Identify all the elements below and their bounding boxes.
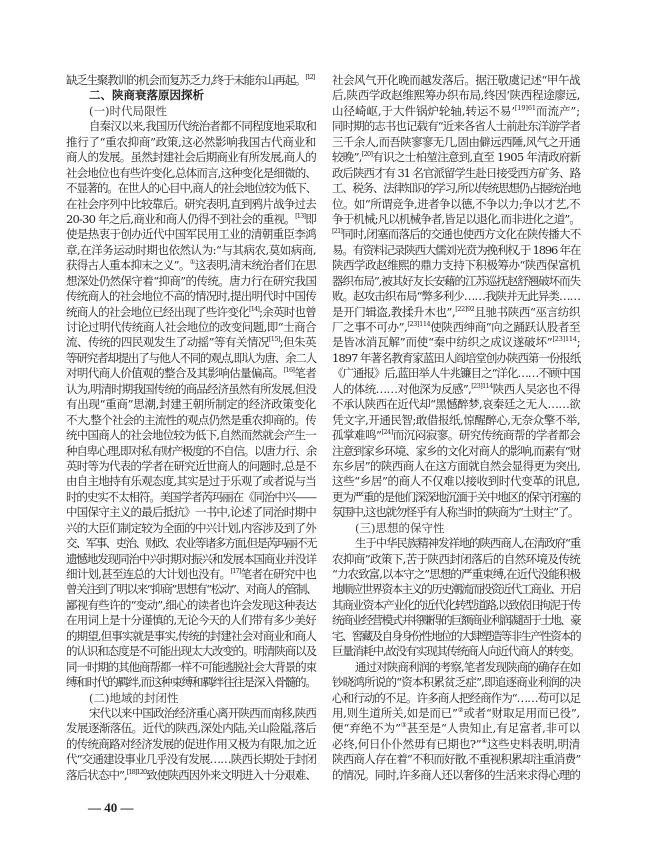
citation-superscript: [19]61 [514,103,536,112]
text-line: 心和行动的不足。许多商人把经商作为“……苟可以足 [332,690,580,705]
text-line: 这些“乡居”的商人不仅难以接收到时代变革的讯息, [332,474,580,489]
text-line: 在用词上是十分谨慎的,无论今天的人们带有多少美好 [66,613,316,628]
text-line: 商人的发展。虽然封建社会后期商业有所发展,商人的 [66,150,316,165]
text-line: 同一时期的其他商帮都一样不可能逃脱社会大背景的束 [66,659,316,674]
text-line: 的认识和态度是不可能出现太大改变的。明清陕商以及 [66,644,316,659]
text-line: 更为严重的是他们深深地沉湎于关中地区的保守闭塞的 [332,489,580,504]
text-line: 社会地位也有些许变化,总体而言,这种变化是细微的、 [66,165,316,180]
citation-superscript: ④ [481,736,487,745]
text-line [332,305,580,320]
text-line: 宅、窖藏及自身身份性地位的大肆塑造等非生产性资本的 [332,628,580,643]
text-line: 传统商人的社会地位不高的情况时,提出明代时中国传 [66,289,316,304]
text-line: 章,在洋务运动时期也依然认为:“与其病农,莫如病商, [66,242,316,257]
text-line: 时的史实不太相符。美国学者芮玛丽在《同治中兴—— [66,489,316,504]
text-line: 社会风气开化晚而越发落后。据汪敬虞记述“甲午战 [332,73,580,87]
text-line: 鄙视有些许的“变动”,细心的读者也许会发现这种表达 [66,597,316,612]
text-line [66,567,316,582]
citation-superscript: [23]114 [407,320,431,328]
text-line: 交、军事、吏治、财政、农业等诸多方面,但是芮玛丽不无 [66,536,316,551]
text-segment: 是开门辑盗,教揉升木也”, [332,304,456,319]
text-line: 氛围中,这也就勿怪乎有人称当时的陕商为“土财主”了。 [332,505,579,520]
text-line: 农抑商”政策下,苦于陕西封闭落后的自然环境及传统 [332,551,581,566]
text-segment: 较晚”, [332,150,362,165]
citation-superscript: [13] [295,211,306,220]
text-line: 争于机械;凡以机械争者,皆足以退化,而非进化之道”。 [332,211,580,226]
text-segment: ; [576,335,581,350]
text-line: 《广通报》后,蓝田举人牛兆镰目之“洋化……不顾中国 [332,366,580,381]
text-line: 生于中华民族精神发祥地的陕西商人,在清政府“重 [355,536,580,551]
section-heading: 二、陕商衰落原因探析 [89,88,204,103]
text-segment: 同时,闭塞而落后的交通也使西方文化在陕传播大不 [342,227,581,242]
text-segment: ;余英时也曾 [259,304,316,319]
text-line: 钞晓鸿所说的“资本积累贫乏症”,即追逐商业利润的决 [332,675,581,690]
text-line [66,73,316,88]
text-line: 推行了“重农抑商”政策,这必然影响我国古代商业和 [66,134,316,149]
text-line: 不承认陕西在近代却“黑憾醉梦,哀秦廷之无人……欲 [332,397,581,412]
text-line: 曾关注到了明以来“抑商”思想有“松动”、对商人的管制、 [66,582,317,597]
text-segment: 山径崎岖,于大件锅炉轮轴,转运不易’ [332,103,515,118]
text-segment: 使陕西绅商“向之踊跃认股者至 [430,320,581,334]
text-line: 工、税务、法律知识的学习,所以传统思想仍占据统治地 [332,181,580,196]
text-line [332,382,580,397]
text-line: 易。有资料记录陕西大儒刘光贲为挽利权,于 1896 年在 [332,242,581,257]
text-line: 凭文字,开通民智;敢借报纸,惊醒醉心,无奈众擎不举, [332,412,580,427]
citation-superscript: [15] [268,335,280,344]
text-line: 缚和时代的羁绊,而这种束缚和羁绊往往是深入骨髓的。 [66,675,316,690]
text-segment: 即 [305,211,316,226]
text-line [66,305,316,320]
text-segment: 笔者 [294,366,317,381]
text-segment: ;但朱英 [279,335,316,350]
text-line: 陕西商人存在着“不积而好散,不重视积累却注重消费” [332,752,581,767]
text-segment: 而流产”; [535,103,580,118]
citation-superscript: [21] [332,227,343,236]
text-line: 的情况。同时,许多商人还以奢侈的生活来求得心理的 [332,767,580,782]
text-line: 的期望,但事实就是事实,传统的封建社会对商业和商人 [66,628,316,643]
text-segment: 笔者在研究中也 [240,567,316,581]
text-line: 自秦汉以来,我国历代统治者都不同程度地采取和 [89,119,316,134]
text-segment: 这表明,清末统治者们在思 [194,258,317,273]
text-line: 有出现“重商”思潮,封建王朝所制定的经济政策变化 [66,397,316,412]
text-line: 兴的大臣们制定较为全面的中兴计划,内容涉及到了外 [66,520,316,535]
text-line: 通过对陕商利润的考察,笔者发现陕商的确存在如 [355,659,581,674]
citation-superscript: ② [457,705,464,714]
text-line [66,335,316,350]
citation-superscript: [23]114 [471,381,493,390]
text-segment: 缺乏生聚教训的机会而复苏乏力,终于未能东山再起。 [66,73,306,87]
text-segment: 孤掌难鸣” [332,428,382,443]
text-segment: 这些史料表明,明清 [486,736,580,751]
text-segment: 甚至是“人贵知止,有足富者,非可以 [406,721,580,736]
text-line: 不大,整个社会的主流性的观点仍然是重农抑商的。传 [66,412,316,427]
text-line: 等研究者却提出了与他人不同的观点,即认为唐、余二人 [66,350,316,365]
citation-superscript: [12] [305,73,314,81]
text-segment: 致使陕西因外来文明进入十分艰难、 [146,767,317,782]
text-segment: 陕西人吴宓也不得 [492,381,581,396]
text-segment: 便“弃绝不为” [332,721,401,736]
text-line [66,258,316,273]
text-segment: 厂之事不可办”, [332,320,408,334]
text-line [66,212,316,227]
text-segment: 有识之士柏堃注意到,直至 1905 年清政府新 [372,150,581,165]
text-segment: 对明代商人价值观的整合及其影响估量偏高。 [66,366,284,381]
text-line: 位。如“所谓竞争,进者争以德,不争以力;争以才艺,不 [332,196,580,211]
page-number: — 40 — [88,800,134,815]
citation-superscript: [22]92 [455,304,475,313]
left-text-column [66,73,316,783]
citation-superscript: [24] [381,428,393,437]
text-line: 统商业经营模式并将赚得的巨额商业利润凝固于土地、豪 [332,613,580,628]
subsection-heading: (三)思想的保守性 [355,520,445,535]
text-line: 地顺应世界资本主义的历史潮流而投资近代工商业、开启 [332,582,580,597]
text-line [332,706,580,721]
text-line [332,335,580,350]
citation-superscript: [20] [361,150,373,159]
text-line: 认为,明清时期我国传统的商品经济虽然有所发展,但没 [66,381,316,396]
citation-superscript: ③ [400,721,407,730]
text-segment: 统商人的社会地位已经出现了些许变化 [66,304,249,319]
text-line: 宋代以来中国政治经济重心离开陕西而南移,陕西 [89,705,316,720]
citation-superscript: ① [189,258,195,267]
text-line: 巨量消耗中,故没有实现其传统商人向近代商人的转变。 [332,644,580,659]
text-line: 器织布局”,被其好友长安藉的江苏巡抚赵舒翘破坏而失 [332,273,580,288]
text-segment: 是皆冰消瓦解”而使“秦中纺织之成议遂破坏” [332,335,553,350]
text-segment: 用,则生道所关,如是而已” [332,705,458,720]
text-segment: 且驰书陕西“巫言纺织 [474,304,580,319]
text-line [66,366,316,381]
text-line: 三千余人,而吾陕寥寥无几,固由僻远西陲,风气之开通 [332,134,580,149]
citation-superscript: [23]114 [552,335,577,344]
text-line [332,320,580,335]
subsection-heading: (一)时代局限性 [89,103,167,118]
text-line: 遗憾地发现同治中兴时期对振兴和发展本国商业并没详 [66,551,316,566]
text-segment: 获得古人重本抑末之义”。 [66,258,190,273]
citation-superscript: [16] [283,366,295,375]
text-line: 讨论过明代传统商人社会地位的改变问题,即“士商合 [66,320,316,334]
text-line: 败。赵攻击织布局“弊多利少……我陕并无此异类…… [332,289,580,304]
citation-superscript: [18]120 [126,767,147,776]
text-line [332,104,580,119]
text-segment: 而沉闷寂寥。研究传统商帮的学者都会 [392,428,580,443]
text-segment: 人的体统……对他深为反感”, [332,381,472,396]
text-line: 由自主地持有乐观态度,其实是过于乐观了或者说与当 [66,474,316,489]
text-segment: 落后状态中”, [66,767,127,782]
text-line: 统中国商人的社会地位较为低下,自然而然就会产生一 [66,428,316,443]
text-line: 想深处仍然保守着“抑商”的传统。唐力行在研究我国 [66,273,317,288]
text-segment: 必终,何日仆仆然毋有已期也?” [332,736,482,751]
text-line: 政后陕西才有 31 名官派留学生赴日接受西方矿务、路 [332,165,580,180]
text-line [332,721,580,736]
text-segment: 或者“财取足用而已役”, [463,705,580,720]
text-line: 不显著的。在世人的心目中,商人的社会地位较为低下、 [66,181,316,196]
text-line: 东乡居”的陕西商人在这方面就自然会显得更为突出, [332,458,581,473]
text-line: 中国保守主义的最后抵抗》一书中,论述了同治时期中 [66,505,316,520]
text-line: “力农致富,以本守之”思想的严重束缚,在近代没能积极 [332,567,580,581]
text-line: 代“交通建设事业几乎没有发展……陕西长期处于封闭 [66,752,316,767]
text-segment: 流、传统的四民观发生了动摇”等有关情况 [66,335,269,350]
text-line: 1897 年著名教育家蓝田人阎培堂创办陕西第一份报纸 [332,350,581,365]
text-line: 发展逐渐落伍。近代的陕西,深处内陆,关山险隘,落后 [66,721,316,736]
text-segment: 细计划,甚至连总的大计划也没有。 [66,567,231,581]
text-line [332,428,580,443]
text-segment: 20-30 年之后,商业和商人仍得不到社会的重视。 [66,211,296,226]
text-line: 其商业资本产业化的近代化转型道路,以致依旧拘泥于传 [332,597,580,612]
right-text-column [332,73,580,783]
citation-superscript: [17] [230,567,241,575]
text-line: 同时期的志书也记载有“近来各省人士前赴东洋游学者 [332,119,580,134]
text-line: 在社会序列中比较靠后。研究表明,直到鸦片战争过去 [66,196,316,211]
text-line [332,737,580,752]
text-line: 后,陕西学政赵维熙筹办织布局,终因‘陕西程途廖远, [332,88,580,103]
text-line: 陕西学政赵维熙的鼎力支持下积极筹办“陕西保富机 [332,258,580,273]
text-line [332,227,580,242]
text-line: 种自卑心理,即对私有财产极度的不自信。以唐力行、余 [66,443,316,458]
text-line: 使是热衷于创办近代中国军民用工业的清朝重臣李鸿 [66,227,316,242]
text-line: 的传统商路对经济发展的促进作用又极为有限,加之近 [66,736,316,751]
text-line [66,768,316,783]
text-line [332,150,580,165]
text-line: 英时等为代表的学者在研究近世商人的问题时,总是不 [66,458,316,473]
text-line: 注意到家乡环境、家乡的文化对商人的影响,而素有“财 [332,443,580,458]
subsection-heading: (二)地域的封闭性 [89,690,179,705]
citation-superscript: [14] [248,304,260,313]
